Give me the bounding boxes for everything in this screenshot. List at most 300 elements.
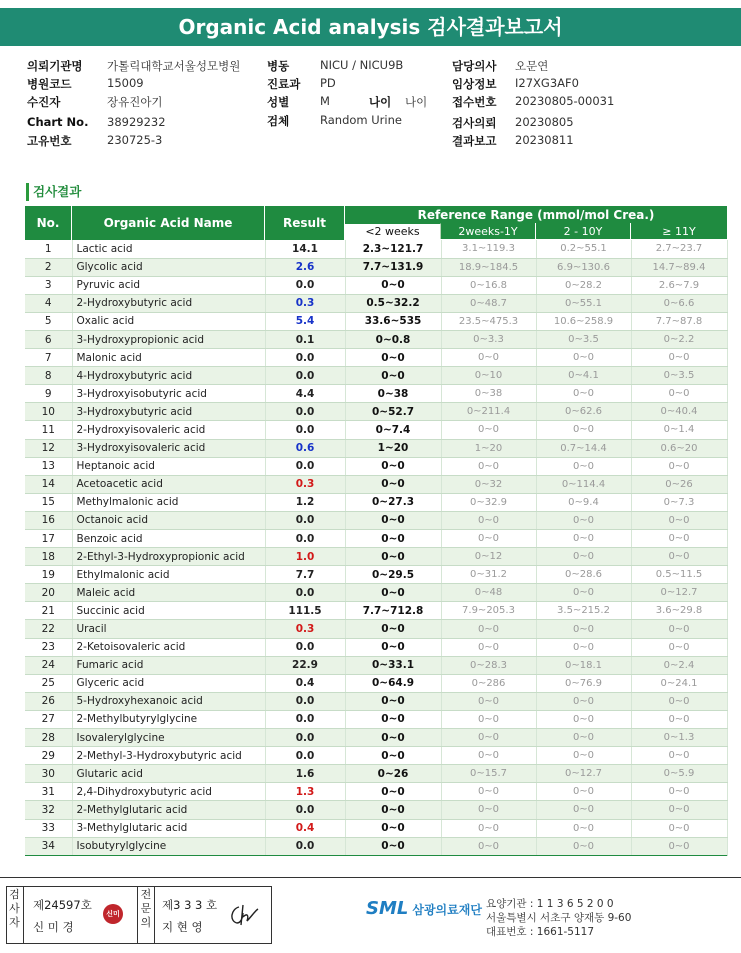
range-2-10y: 0~28.6 xyxy=(536,566,631,584)
range-2w-1y: 0~10 xyxy=(441,367,536,385)
value-specimen: Random Urine xyxy=(320,113,402,127)
row-number: 30 xyxy=(25,765,72,783)
examiner-name: 신 미 경 xyxy=(33,920,74,934)
range-2w-1y: 0~28.3 xyxy=(441,656,536,674)
header-result: Result xyxy=(265,206,345,240)
range-2-10y: 0~12.7 xyxy=(536,765,631,783)
range-2-10y: 0~0 xyxy=(536,385,631,403)
range-2-10y: 0~0 xyxy=(536,530,631,548)
result-value: 4.4 xyxy=(265,385,345,403)
range-2w-1y: 0~0 xyxy=(441,801,536,819)
row-number: 2 xyxy=(25,258,72,276)
acid-name: Isobutyrylglycine xyxy=(72,837,265,855)
examiner-seal-icon: 신미경 xyxy=(103,904,123,924)
range-under-2w: 0~26 xyxy=(345,765,441,783)
table-row xyxy=(25,656,727,674)
range-2-10y: 0~9.4 xyxy=(536,493,631,511)
range-2w-1y: 0~0 xyxy=(441,421,536,439)
table-row xyxy=(25,765,727,783)
acid-name: Isovalerylglycine xyxy=(72,729,265,747)
range-under-2w: 0~0 xyxy=(345,620,441,638)
logo-mark: SML xyxy=(366,898,409,919)
result-value: 0.0 xyxy=(265,638,345,656)
range-under-2w: 0~0 xyxy=(345,747,441,765)
table-row xyxy=(25,349,727,367)
acid-name: 3-Hydroxybutyric acid xyxy=(72,403,265,421)
table-row xyxy=(25,511,727,529)
range-11y: 0~0 xyxy=(631,548,727,566)
row-number: 32 xyxy=(25,801,72,819)
result-value: 0.0 xyxy=(265,421,345,439)
range-2w-1y: 0~48.7 xyxy=(441,294,536,312)
results-table xyxy=(25,240,728,856)
acid-name: 2-Ethyl-3-Hydroxypropionic acid xyxy=(72,548,265,566)
result-value: 0.0 xyxy=(265,530,345,548)
range-2w-1y: 0~0 xyxy=(441,511,536,529)
range-under-2w: 0~0 xyxy=(345,584,441,602)
result-value: 0.0 xyxy=(265,403,345,421)
range-2-10y: 0~0 xyxy=(536,710,631,728)
value-clinical-info: I27XG3AF0 xyxy=(515,76,579,90)
contact-line-phone: 대표번호 : 1661-5117 xyxy=(486,926,595,938)
table-row xyxy=(25,620,727,638)
range-under-2w: 0.5~32.2 xyxy=(345,294,441,312)
table-row xyxy=(25,819,727,837)
range-11y: 0~2.4 xyxy=(631,656,727,674)
signature-icon xyxy=(225,901,261,929)
acid-name: 4-Hydroxybutyric acid xyxy=(72,367,265,385)
row-number: 11 xyxy=(25,421,72,439)
range-11y: 3.6~29.8 xyxy=(631,602,727,620)
range-2w-1y: 0~0 xyxy=(441,457,536,475)
row-number: 4 xyxy=(25,294,72,312)
range-2w-1y: 0~0 xyxy=(441,819,536,837)
range-under-2w: 0~0 xyxy=(345,710,441,728)
range-11y: 0~2.2 xyxy=(631,330,727,348)
range-11y: 0~0 xyxy=(631,349,727,367)
row-number: 15 xyxy=(25,493,72,511)
acid-name: 2-Hydroxyisovaleric acid xyxy=(72,421,265,439)
result-value: 0.0 xyxy=(265,729,345,747)
result-value: 22.9 xyxy=(265,656,345,674)
row-number: 24 xyxy=(25,656,72,674)
value-patient: 장유진아기 xyxy=(107,95,163,109)
table-row xyxy=(25,801,727,819)
value-report-date: 20230811 xyxy=(515,133,574,147)
range-2w-1y: 0~0 xyxy=(441,638,536,656)
range-11y: 0~0 xyxy=(631,801,727,819)
range-2-10y: 0~18.1 xyxy=(536,656,631,674)
range-11y: 0~0 xyxy=(631,747,727,765)
result-value: 0.0 xyxy=(265,457,345,475)
range-11y: 0~1.4 xyxy=(631,421,727,439)
row-number: 3 xyxy=(25,276,72,294)
range-2w-1y: 0~0 xyxy=(441,349,536,367)
value-chart-no: 38929232 xyxy=(107,115,166,129)
table-row xyxy=(25,530,727,548)
range-2-10y: 0~0 xyxy=(536,747,631,765)
acid-name: Uracil xyxy=(72,620,265,638)
range-11y: 0~0 xyxy=(631,530,727,548)
acid-name: 3-Hydroxyisovaleric acid xyxy=(72,439,265,457)
table-row xyxy=(25,421,727,439)
acid-name: 3-Hydroxyisobutyric acid xyxy=(72,385,265,403)
range-2w-1y: 0~32 xyxy=(441,475,536,493)
range-2w-1y: 23.5~475.3 xyxy=(441,312,536,330)
range-11y: 0.5~11.5 xyxy=(631,566,727,584)
table-row xyxy=(25,602,727,620)
range-2-10y: 6.9~130.6 xyxy=(536,258,631,276)
result-value: 5.4 xyxy=(265,312,345,330)
contact-line-address: 서울특별시 서초구 양재동 9-60 xyxy=(486,912,632,924)
range-2-10y: 0~0 xyxy=(536,729,631,747)
value-ward: NICU / NICU9B xyxy=(320,58,404,72)
header-range-2w-1y: 2weeks-1Y xyxy=(441,223,536,239)
value-request-date: 20230805 xyxy=(515,115,574,129)
range-under-2w: 0~7.4 xyxy=(345,421,441,439)
row-number: 9 xyxy=(25,385,72,403)
range-under-2w: 0~0 xyxy=(345,475,441,493)
result-value: 0.0 xyxy=(265,349,345,367)
range-2w-1y: 0~15.7 xyxy=(441,765,536,783)
table-bottom-rule xyxy=(25,855,727,856)
table-row xyxy=(25,294,727,312)
row-number: 8 xyxy=(25,367,72,385)
range-2w-1y: 0~48 xyxy=(441,584,536,602)
table-row xyxy=(25,403,727,421)
acid-name: Fumaric acid xyxy=(72,656,265,674)
header-range-11y: ≥ 11Y xyxy=(631,223,727,239)
header-reference: Reference Range (mmol/mol Crea.) xyxy=(345,206,727,223)
table-row xyxy=(25,837,727,855)
result-value: 0.3 xyxy=(265,294,345,312)
result-value: 0.4 xyxy=(265,819,345,837)
result-value: 0.0 xyxy=(265,584,345,602)
value-receipt-no: 20230805-00031 xyxy=(515,94,615,108)
acid-name: 2-Ketoisovaleric acid xyxy=(72,638,265,656)
label-age: 나이 xyxy=(369,95,392,109)
range-under-2w: 2.3~121.7 xyxy=(345,240,441,258)
specialist-license: 제3 3 3 호 xyxy=(162,898,218,912)
patient-info xyxy=(0,50,741,150)
value-sex: M xyxy=(320,94,330,108)
result-value: 7.7 xyxy=(265,566,345,584)
contact-info xyxy=(486,897,631,939)
row-number: 13 xyxy=(25,457,72,475)
table-row xyxy=(25,783,727,801)
row-number: 25 xyxy=(25,674,72,692)
range-11y: 14.7~89.4 xyxy=(631,258,727,276)
acid-name: Benzoic acid xyxy=(72,530,265,548)
range-11y: 0~0 xyxy=(631,692,727,710)
range-11y: 0~0 xyxy=(631,837,727,855)
range-2-10y: 0~4.1 xyxy=(536,367,631,385)
label-requesting-institution: 의뢰기관명 xyxy=(27,59,83,73)
range-11y: 0~0 xyxy=(631,511,727,529)
acid-name: Glycolic acid xyxy=(72,258,265,276)
range-2-10y: 0~3.5 xyxy=(536,330,631,348)
range-under-2w: 7.7~131.9 xyxy=(345,258,441,276)
range-under-2w: 0~38 xyxy=(345,385,441,403)
acid-name: Methylmalonic acid xyxy=(72,493,265,511)
label-receipt-no: 접수번호 xyxy=(452,95,497,109)
table-row xyxy=(25,457,727,475)
range-2-10y: 0~0 xyxy=(536,783,631,801)
header-range-under-2w: <2 weeks xyxy=(345,223,441,239)
range-2w-1y: 0~3.3 xyxy=(441,330,536,348)
range-under-2w: 1~20 xyxy=(345,439,441,457)
range-2w-1y: 7.9~205.3 xyxy=(441,602,536,620)
table-row xyxy=(25,330,727,348)
specialist-name: 지 현 영 xyxy=(162,920,203,934)
label-chart-no: Chart No. xyxy=(27,115,89,129)
table-row xyxy=(25,584,727,602)
range-2w-1y: 1~20 xyxy=(441,439,536,457)
row-number: 21 xyxy=(25,602,72,620)
range-under-2w: 0~0 xyxy=(345,692,441,710)
table-row xyxy=(25,493,727,511)
range-under-2w: 0~64.9 xyxy=(345,674,441,692)
range-2-10y: 0.7~14.4 xyxy=(536,439,631,457)
range-2w-1y: 0~0 xyxy=(441,710,536,728)
result-value: 14.1 xyxy=(265,240,345,258)
range-2-10y: 0~0 xyxy=(536,620,631,638)
range-11y: 0~5.9 xyxy=(631,765,727,783)
range-2-10y: 0~0 xyxy=(536,548,631,566)
result-value: 1.2 xyxy=(265,493,345,511)
acid-name: Octanoic acid xyxy=(72,511,265,529)
range-11y: 0.6~20 xyxy=(631,439,727,457)
table-row xyxy=(25,710,727,728)
row-number: 1 xyxy=(25,240,72,258)
row-number: 14 xyxy=(25,475,72,493)
label-sex: 성별 xyxy=(267,95,290,109)
range-11y: 0~1.3 xyxy=(631,729,727,747)
table-row xyxy=(25,385,727,403)
range-2w-1y: 0~32.9 xyxy=(441,493,536,511)
result-value: 0.3 xyxy=(265,620,345,638)
range-under-2w: 0~52.7 xyxy=(345,403,441,421)
range-2-10y: 0~0 xyxy=(536,692,631,710)
range-2-10y: 3.5~215.2 xyxy=(536,602,631,620)
table-row xyxy=(25,276,727,294)
range-2-10y: 0~0 xyxy=(536,421,631,439)
acid-name: Lactic acid xyxy=(72,240,265,258)
header-no: No. xyxy=(25,206,72,240)
range-2-10y: 0~0 xyxy=(536,349,631,367)
row-number: 12 xyxy=(25,439,72,457)
acid-name: Glutaric acid xyxy=(72,765,265,783)
table-row xyxy=(25,240,727,258)
range-2w-1y: 0~16.8 xyxy=(441,276,536,294)
logo-name: 삼광의료재단 xyxy=(412,903,482,917)
label-specimen: 검체 xyxy=(267,114,290,128)
range-2w-1y: 0~0 xyxy=(441,747,536,765)
range-2-10y: 0~55.1 xyxy=(536,294,631,312)
results-body xyxy=(25,240,727,855)
label-clinical-info: 임상정보 xyxy=(452,77,497,91)
signature-box xyxy=(6,886,272,944)
acid-name: 2-Hydroxybutyric acid xyxy=(72,294,265,312)
acid-name: Maleic acid xyxy=(72,584,265,602)
label-physician: 담당의사 xyxy=(452,59,497,73)
acid-name: Heptanoic acid xyxy=(72,457,265,475)
acid-name: Pyruvic acid xyxy=(72,276,265,294)
acid-name: Malonic acid xyxy=(72,349,265,367)
examiner-license: 제24597호 xyxy=(33,898,92,912)
acid-name: 3-Methylglutaric acid xyxy=(72,819,265,837)
row-number: 26 xyxy=(25,692,72,710)
range-under-2w: 0~0 xyxy=(345,729,441,747)
table-row xyxy=(25,729,727,747)
range-11y: 0~0 xyxy=(631,638,727,656)
range-2w-1y: 0~31.2 xyxy=(441,566,536,584)
result-value: 0.3 xyxy=(265,475,345,493)
range-under-2w: 0~0 xyxy=(345,837,441,855)
result-value: 0.4 xyxy=(265,674,345,692)
range-2w-1y: 0~0 xyxy=(441,620,536,638)
range-2w-1y: 0~286 xyxy=(441,674,536,692)
range-2-10y: 0.2~55.1 xyxy=(536,240,631,258)
label-report-date: 결과보고 xyxy=(452,134,497,148)
range-2w-1y: 0~0 xyxy=(441,837,536,855)
range-11y: 0~6.6 xyxy=(631,294,727,312)
range-2w-1y: 18.9~184.5 xyxy=(441,258,536,276)
range-under-2w: 0~0 xyxy=(345,276,441,294)
result-value: 0.0 xyxy=(265,276,345,294)
value-requesting-institution: 가톨릭대학교서울성모병원 xyxy=(107,59,241,73)
label-department: 진료과 xyxy=(267,77,301,91)
acid-name: 2,4-Dihydroxybutyric acid xyxy=(72,783,265,801)
row-number: 31 xyxy=(25,783,72,801)
acid-name: Acetoacetic acid xyxy=(72,475,265,493)
value-department: PD xyxy=(320,76,336,90)
row-number: 19 xyxy=(25,566,72,584)
acid-name: Glyceric acid xyxy=(72,674,265,692)
range-11y: 0~0 xyxy=(631,620,727,638)
result-value: 0.0 xyxy=(265,367,345,385)
range-2-10y: 0~0 xyxy=(536,638,631,656)
range-under-2w: 0~0 xyxy=(345,457,441,475)
label-unique-no: 고유번호 xyxy=(27,134,72,148)
result-value: 0.0 xyxy=(265,692,345,710)
result-value: 0.0 xyxy=(265,801,345,819)
label-ward: 병동 xyxy=(267,59,290,73)
acid-name: Ethylmalonic acid xyxy=(72,566,265,584)
report-title: Organic Acid analysis 검사결과보고서 xyxy=(0,8,741,46)
acid-name: Succinic acid xyxy=(72,602,265,620)
range-under-2w: 0~0.8 xyxy=(345,330,441,348)
range-2-10y: 0~76.9 xyxy=(536,674,631,692)
row-number: 22 xyxy=(25,620,72,638)
range-11y: 0~24.1 xyxy=(631,674,727,692)
result-value: 0.0 xyxy=(265,837,345,855)
row-number: 16 xyxy=(25,511,72,529)
range-2w-1y: 0~211.4 xyxy=(441,403,536,421)
row-number: 5 xyxy=(25,312,72,330)
result-value: 1.6 xyxy=(265,765,345,783)
range-2w-1y: 0~0 xyxy=(441,783,536,801)
range-2w-1y: 0~12 xyxy=(441,548,536,566)
acid-name: 2-Methylglutaric acid xyxy=(72,801,265,819)
range-2-10y: 0~0 xyxy=(536,584,631,602)
range-2-10y: 0~0 xyxy=(536,819,631,837)
row-number: 29 xyxy=(25,747,72,765)
range-11y: 0~3.5 xyxy=(631,367,727,385)
range-under-2w: 0~27.3 xyxy=(345,493,441,511)
range-2w-1y: 0~0 xyxy=(441,530,536,548)
range-under-2w: 0~0 xyxy=(345,783,441,801)
range-2w-1y: 0~0 xyxy=(441,692,536,710)
acid-name: 3-Hydroxypropionic acid xyxy=(72,330,265,348)
specialist-role-label: 전문의 xyxy=(137,886,155,944)
range-under-2w: 0~0 xyxy=(345,638,441,656)
table-row xyxy=(25,692,727,710)
range-under-2w: 0~0 xyxy=(345,801,441,819)
table-row xyxy=(25,475,727,493)
table-row xyxy=(25,367,727,385)
contact-line-code: 요양기관 : 1 1 3 6 5 2 0 0 xyxy=(486,898,614,910)
result-value: 2.6 xyxy=(265,258,345,276)
value-hospital-code: 15009 xyxy=(107,76,144,90)
value-unique-no: 230725-3 xyxy=(107,133,163,147)
result-value: 0.0 xyxy=(265,747,345,765)
range-2w-1y: 0~0 xyxy=(441,729,536,747)
range-under-2w: 0~0 xyxy=(345,530,441,548)
range-11y: 2.6~7.9 xyxy=(631,276,727,294)
range-11y: 0~26 xyxy=(631,475,727,493)
range-2-10y: 0~0 xyxy=(536,511,631,529)
row-number: 7 xyxy=(25,349,72,367)
range-11y: 0~0 xyxy=(631,385,727,403)
range-2-10y: 0~28.2 xyxy=(536,276,631,294)
range-under-2w: 33.6~535 xyxy=(345,312,441,330)
range-under-2w: 0~0 xyxy=(345,349,441,367)
range-2w-1y: 3.1~119.3 xyxy=(441,240,536,258)
table-row xyxy=(25,674,727,692)
range-under-2w: 0~29.5 xyxy=(345,566,441,584)
label-hospital-code: 병원코드 xyxy=(27,77,72,91)
range-11y: 2.7~23.7 xyxy=(631,240,727,258)
header-name: Organic Acid Name xyxy=(72,206,265,240)
table-row xyxy=(25,747,727,765)
range-11y: 0~12.7 xyxy=(631,584,727,602)
result-value: 0.1 xyxy=(265,330,345,348)
examiner-role-label: 검사자 xyxy=(6,886,24,944)
acid-name: Oxalic acid xyxy=(72,312,265,330)
table-row xyxy=(25,566,727,584)
range-2-10y: 10.6~258.9 xyxy=(536,312,631,330)
table-row xyxy=(25,258,727,276)
row-number: 28 xyxy=(25,729,72,747)
row-number: 18 xyxy=(25,548,72,566)
label-request-date: 검사의뢰 xyxy=(452,116,497,130)
row-number: 20 xyxy=(25,584,72,602)
range-11y: 7.7~87.8 xyxy=(631,312,727,330)
result-value: 111.5 xyxy=(265,602,345,620)
value-physician: 오문연 xyxy=(515,59,549,73)
acid-name: 2-Methylbutyrylglycine xyxy=(72,710,265,728)
value-age: 나이 xyxy=(405,95,428,109)
range-2w-1y: 0~38 xyxy=(441,385,536,403)
range-under-2w: 7.7~712.8 xyxy=(345,602,441,620)
range-11y: 0~7.3 xyxy=(631,493,727,511)
table-row xyxy=(25,439,727,457)
range-under-2w: 0~0 xyxy=(345,819,441,837)
range-11y: 0~0 xyxy=(631,819,727,837)
row-number: 17 xyxy=(25,530,72,548)
range-under-2w: 0~0 xyxy=(345,511,441,529)
